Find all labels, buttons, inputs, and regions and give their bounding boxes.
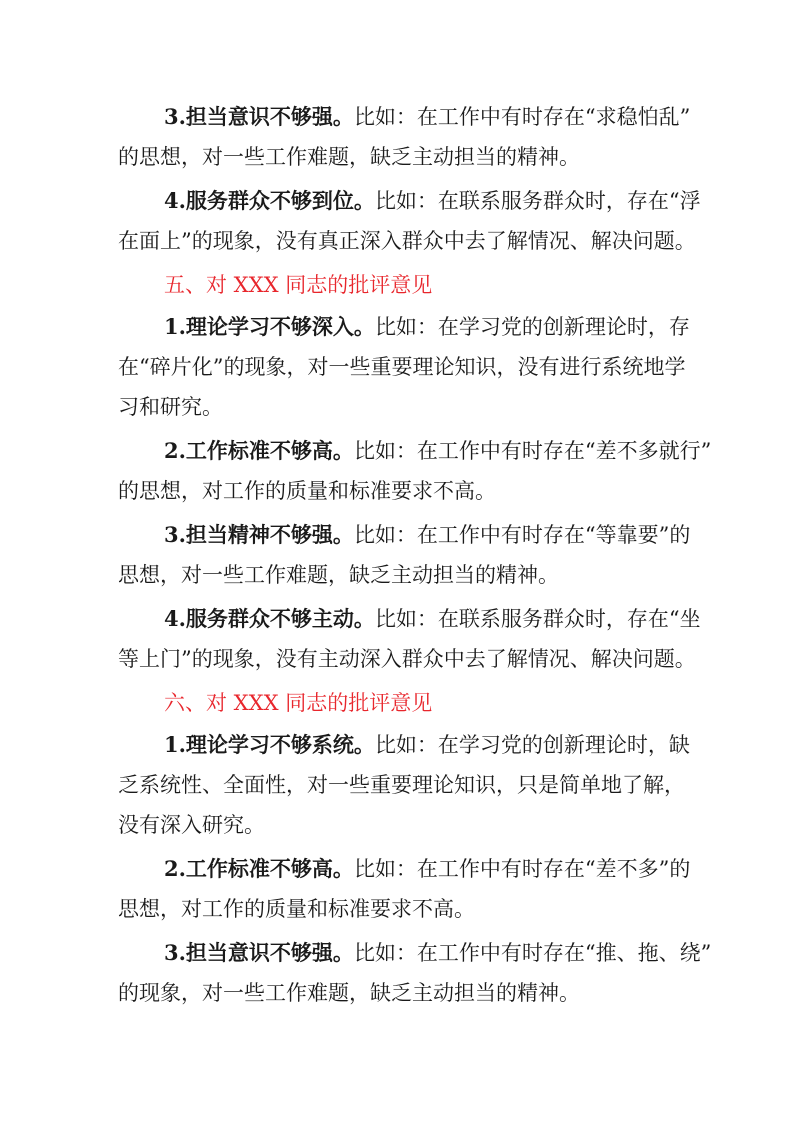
paragraph-text: 比如：在工作中有时存在“差不多”的 xyxy=(353,857,691,881)
paragraph-first-line xyxy=(118,599,701,639)
paragraph-line: 在面上”的现象，没有真正深入群众中去了解情况、解决问题。 xyxy=(118,229,696,253)
paragraph-line: 乏系统性、全面性，对一些重要理论知识，只是简单地了解， xyxy=(118,773,685,797)
paragraph-lead: 3.担当意识不够强。 xyxy=(164,104,354,129)
paragraph-lead: 2.工作标准不够高。 xyxy=(164,438,354,463)
paragraph-line: 思想，对一些工作难题，缺乏主动担当的精神。 xyxy=(118,563,559,587)
paragraph xyxy=(118,307,690,427)
paragraph-first-line xyxy=(118,725,690,765)
paragraph-line: 没有深入研究。 xyxy=(118,813,265,837)
paragraph-line: 思想，对工作的质量和标准要求不高。 xyxy=(118,897,475,921)
paragraph xyxy=(118,431,712,511)
paragraph-line: 的思想，对一些工作难题，缺乏主动担当的精神。 xyxy=(118,145,580,169)
paragraph-line: 在“碎片化”的现象，对一些重要理论知识，没有进行系统地学 xyxy=(118,355,686,379)
paragraph-lead: 1.理论学习不够系统。 xyxy=(164,732,375,757)
paragraph-lead: 3.担当精神不够强。 xyxy=(164,522,354,547)
paragraph-first-line xyxy=(118,515,691,555)
paragraph-line: 等上门”的现象，没有主动深入群众中去了解情况、解决问题。 xyxy=(118,647,696,671)
paragraph-lead: 1.理论学习不够深入。 xyxy=(164,314,375,339)
paragraph-text: 比如：在联系服务群众时，存在“浮 xyxy=(374,189,701,213)
paragraph-first-line xyxy=(118,849,691,889)
paragraph-text: 比如：在工作中有时存在“推、拖、绕” xyxy=(353,941,712,965)
paragraph-first-line xyxy=(118,933,712,973)
paragraph-line: 习和研究。 xyxy=(118,395,223,419)
paragraph xyxy=(118,181,701,261)
paragraph-lead: 2.工作标准不够高。 xyxy=(164,856,354,881)
paragraph-text: 比如：在工作中有时存在“差不多就行” xyxy=(353,439,712,463)
paragraph-first-line xyxy=(118,307,690,347)
paragraph xyxy=(118,849,691,929)
paragraph-lead: 4.服务群众不够到位。 xyxy=(164,188,375,213)
paragraph-text: 比如：在工作中有时存在“等靠要”的 xyxy=(353,523,691,547)
paragraph-line: 的思想，对工作的质量和标准要求不高。 xyxy=(118,479,496,503)
paragraph-lead: 3.担当意识不够强。 xyxy=(164,940,354,965)
paragraph-lead: 4.服务群众不够主动。 xyxy=(164,606,375,631)
paragraph-text: 比如：在联系服务群众时，存在“坐 xyxy=(374,607,701,631)
paragraph xyxy=(118,725,690,845)
paragraph xyxy=(118,515,691,595)
paragraph-first-line xyxy=(118,431,712,471)
paragraph-first-line xyxy=(118,97,691,137)
paragraph-line: 的现象，对一些工作难题，缺乏主动担当的精神。 xyxy=(118,981,580,1005)
paragraph-text: 比如：在工作中有时存在“求稳怕乱” xyxy=(353,105,691,129)
section-heading: 五、对 XXX 同志的批评意见 xyxy=(164,273,433,297)
paragraph xyxy=(118,933,712,1013)
paragraph-text: 比如：在学习党的创新理论时，存 xyxy=(374,315,690,339)
paragraph-text: 比如：在学习党的创新理论时，缺 xyxy=(374,733,690,757)
paragraph xyxy=(118,599,701,679)
section-heading: 六、对 XXX 同志的批评意见 xyxy=(164,691,433,715)
paragraph-first-line xyxy=(118,181,701,221)
paragraph xyxy=(118,97,691,177)
